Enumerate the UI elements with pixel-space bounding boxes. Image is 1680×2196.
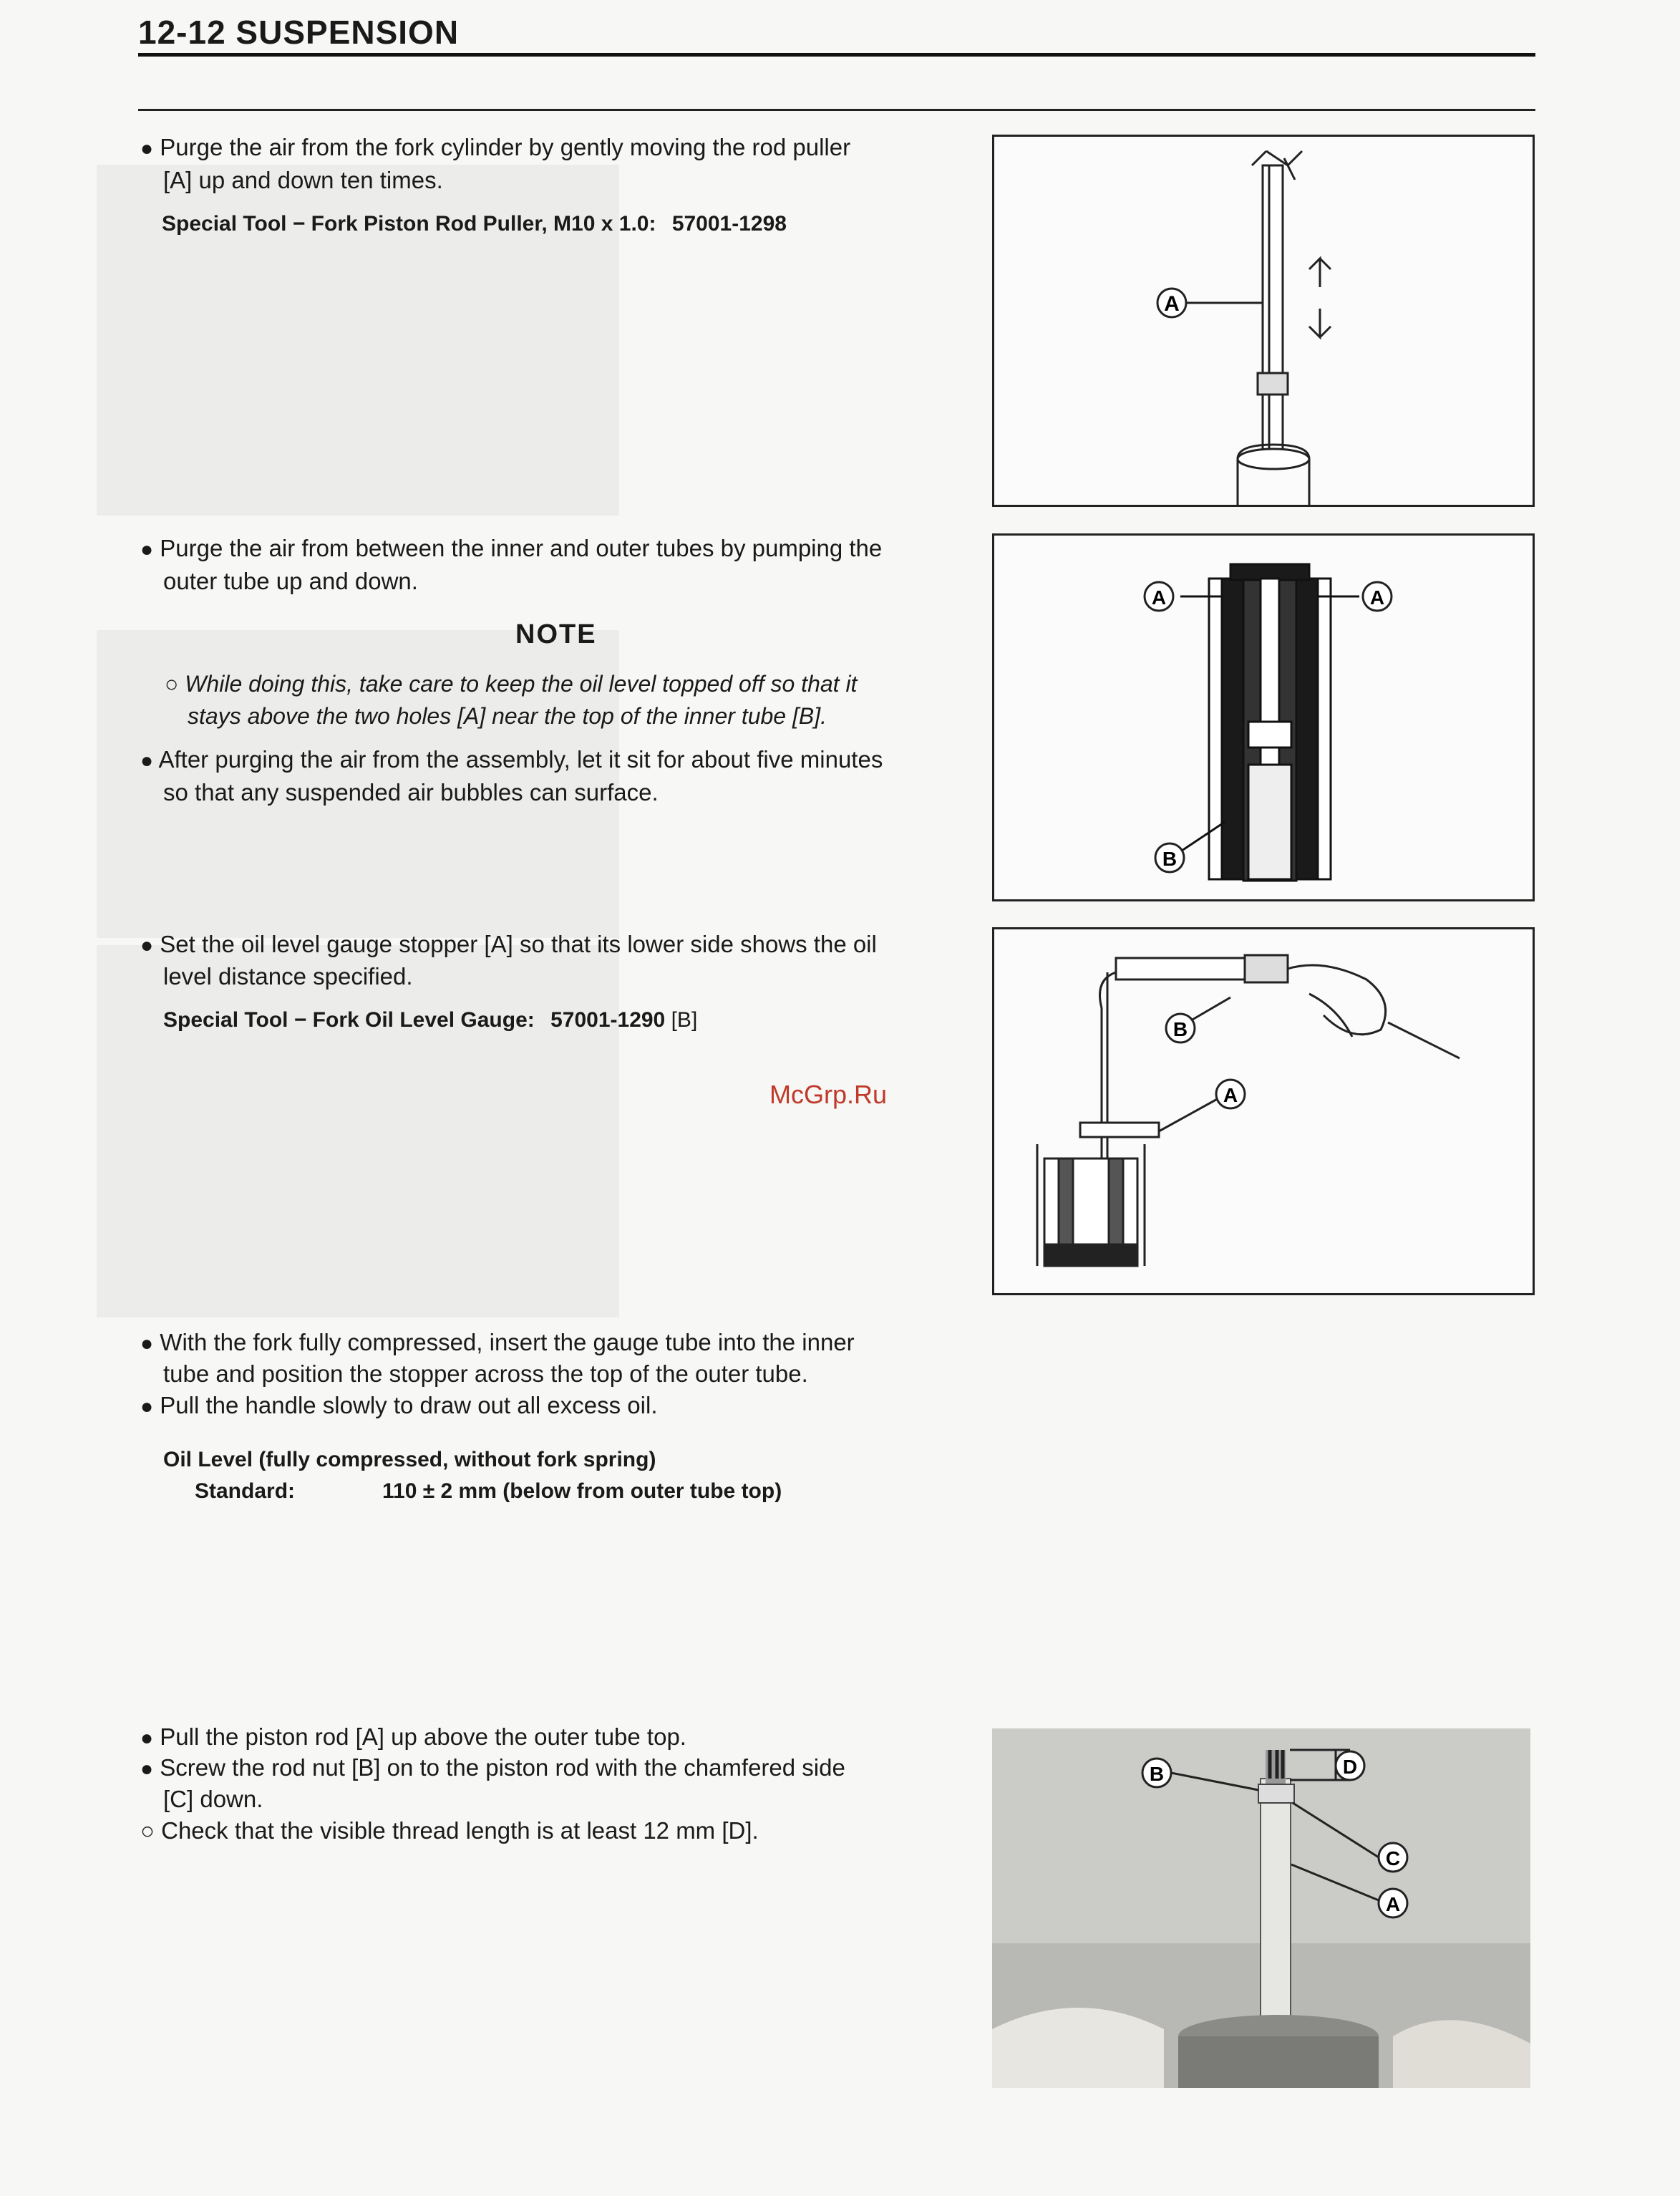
sub-bullet-marker: ○ bbox=[165, 671, 179, 697]
s2-bullet2: ● After purging the air from the assembly, let it sit for about five minutes bbox=[140, 746, 883, 773]
callout-c: C bbox=[1385, 1847, 1401, 1869]
s5-bullet2-cont: [C] down. bbox=[163, 1786, 263, 1812]
page-title: 12-12 SUSPENSION bbox=[138, 14, 460, 51]
figure-rod-puller bbox=[992, 135, 1535, 507]
photo-piston-rod bbox=[992, 1728, 1530, 2088]
header-rule bbox=[138, 53, 1535, 57]
figure-oil-level-gauge bbox=[992, 927, 1535, 1295]
s2-note-line1: ○ While doing this, take care to keep the oil level topped off so that it bbox=[165, 671, 858, 697]
callout-a: A bbox=[1385, 1893, 1401, 1915]
s4-bullet-cont: tube and position the stopper across the top of the outer tube. bbox=[163, 1360, 808, 1387]
callout-a-left: A bbox=[1151, 586, 1167, 609]
watermark: McGrp.Ru bbox=[769, 1080, 888, 1109]
callout-a: A bbox=[1164, 292, 1180, 316]
callout-b: B bbox=[1149, 1763, 1165, 1785]
s2-bullet: ● Purge the air from between the inner and outer tubes by pumping the bbox=[140, 535, 883, 561]
s1-bullet: ● Purge the air from the fork cylinder by gently moving the rod puller bbox=[140, 134, 851, 160]
callout-a-right: A bbox=[1369, 586, 1385, 609]
sub-bullet-marker: ○ bbox=[140, 1817, 155, 1844]
bullet-marker: ● bbox=[140, 1757, 154, 1781]
s4-spec-title: Oil Level (fully compressed, without fork spring) bbox=[163, 1448, 656, 1471]
header-rule-secondary bbox=[138, 109, 1535, 111]
s2-bullet-cont: outer tube up and down. bbox=[163, 568, 418, 594]
s1-bullet-cont: [A] up and down ten times. bbox=[163, 167, 443, 193]
bullet-marker: ● bbox=[140, 1332, 154, 1355]
s3-bullet-cont: level distance specified. bbox=[163, 963, 413, 990]
figure-inner-outer-tube bbox=[992, 533, 1535, 901]
s3-special-tool: Special Tool − Fork Oil Level Gauge: 57001-1290 [B] bbox=[163, 1008, 698, 1032]
s5-bullet1: ● Pull the piston rod [A] up above the outer tube top. bbox=[140, 1723, 686, 1750]
s4-spec-label: Standard: bbox=[195, 1479, 296, 1503]
bullet-marker: ● bbox=[140, 1726, 154, 1750]
show-through-figure bbox=[97, 945, 619, 1317]
tube-cross-section bbox=[994, 536, 1533, 899]
s5-bullet2: ● Screw the rod nut [B] on to the piston rod with the chamfered side bbox=[140, 1754, 845, 1781]
bullet-marker: ● bbox=[140, 137, 154, 160]
callout-b: B bbox=[1162, 848, 1178, 870]
bullet-marker: ● bbox=[140, 934, 154, 957]
piston-rod-photo bbox=[992, 1728, 1530, 2088]
callout-b: B bbox=[1172, 1018, 1188, 1040]
s4-bullet: ● With the fork fully compressed, insert the gauge tube into the inner bbox=[140, 1329, 855, 1355]
s3-bullet: ● Set the oil level gauge stopper [A] so that its lower side shows the oil bbox=[140, 931, 877, 957]
s4-spec-value: 110 ± 2 mm (below from outer tube top) bbox=[382, 1479, 782, 1503]
s5-check: ○ Check that the visible thread length is at least 12 mm [D]. bbox=[140, 1817, 759, 1844]
bullet-marker: ● bbox=[140, 1395, 154, 1418]
note-heading: NOTE bbox=[515, 619, 597, 649]
s2-note-line2: stays above the two holes [A] near the top of the inner tube [B]. bbox=[188, 703, 827, 729]
s2-bullet2-cont: so that any suspended air bubbles can surface. bbox=[163, 779, 659, 806]
s4-bullet2: ● Pull the handle slowly to draw out all excess oil. bbox=[140, 1392, 658, 1418]
rod-puller-illustration bbox=[994, 137, 1533, 505]
callout-a: A bbox=[1223, 1084, 1238, 1106]
bullet-marker: ● bbox=[140, 538, 154, 561]
gauge-illustration bbox=[994, 929, 1533, 1293]
s1-special-tool: Special Tool − Fork Piston Rod Puller, M10 x 1.0: 57001-1298 bbox=[162, 212, 787, 236]
bullet-marker: ● bbox=[140, 749, 154, 773]
callout-d: D bbox=[1342, 1756, 1358, 1778]
